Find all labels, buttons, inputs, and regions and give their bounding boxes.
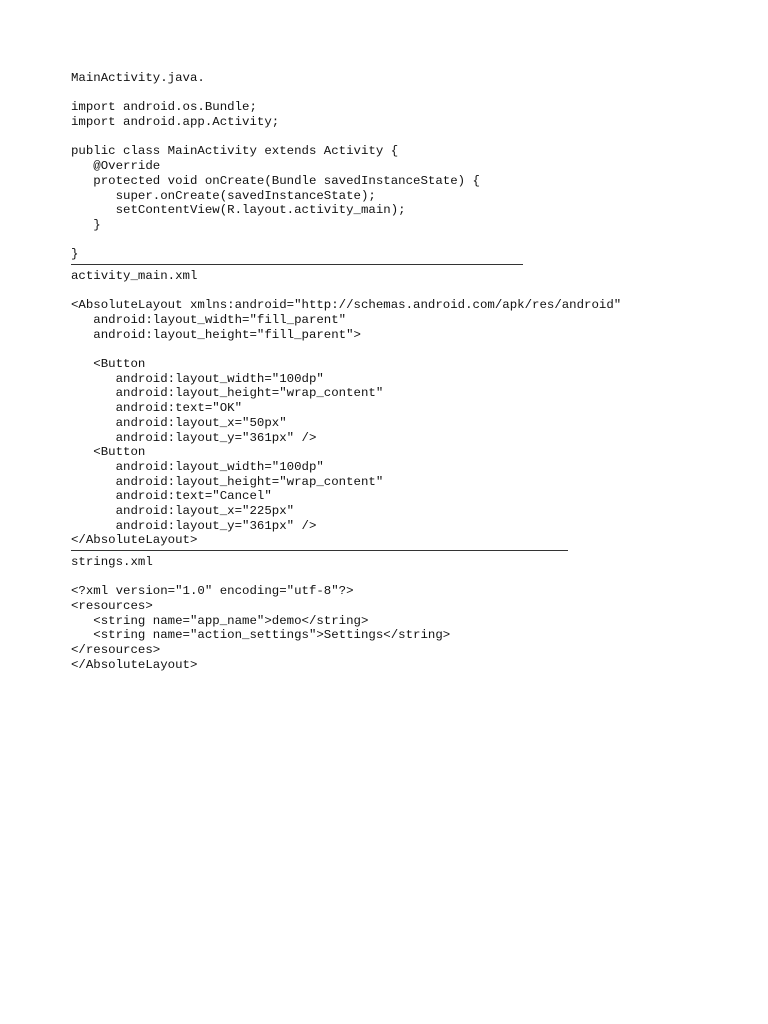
document-page [71, 71, 711, 673]
code-line: android:layout_height="fill_parent"> [71, 327, 361, 342]
code-line: setContentView(R.layout.activity_main); [71, 203, 406, 218]
code-line: </AbsoluteLayout> [71, 657, 198, 672]
section-divider [71, 550, 568, 551]
section-strings-xml [71, 555, 711, 673]
code-line: super.onCreate(savedInstanceState); [71, 188, 376, 203]
code-line: <AbsoluteLayout xmlns:android="http://schemas.android.com/apk/res/android" [71, 298, 622, 313]
code-block [71, 86, 711, 262]
code-line: android:layout_width="100dp" [71, 371, 324, 386]
section-title: strings.xml [71, 555, 153, 569]
code-line: android:layout_x="225px" [71, 503, 295, 518]
code-line: android:layout_x="50px" [71, 415, 287, 430]
code-line: <resources> [71, 599, 153, 614]
code-line: android:text="OK" [71, 401, 243, 416]
section-main-activity [71, 71, 711, 262]
code-line: import android.os.Bundle; [71, 100, 257, 115]
code-line: android:layout_height="wrap_content" [71, 474, 384, 489]
code-line: android:layout_y="361px" /> [71, 430, 317, 445]
code-line: <string name="action_settings">Settings</string> [71, 628, 451, 643]
section-divider [71, 264, 523, 265]
code-block [71, 284, 711, 548]
code-block [71, 570, 711, 673]
section-activity-main-xml [71, 269, 711, 548]
section-title: MainActivity.java. [71, 71, 205, 85]
code-line: } [71, 217, 101, 232]
code-line: <Button [71, 357, 146, 372]
code-line: android:layout_width="100dp" [71, 459, 324, 474]
code-line [71, 86, 711, 101]
code-line: } [71, 247, 79, 262]
code-line: public class MainActivity extends Activity { [71, 144, 399, 159]
code-line: android:layout_width="fill_parent" [71, 313, 347, 327]
code-line: <Button [71, 445, 146, 460]
code-line: <string name="app_name">demo</string> [71, 613, 369, 628]
code-line [71, 342, 711, 357]
code-line: @Override [71, 159, 161, 174]
code-line [71, 570, 711, 585]
code-line: protected void onCreate(Bundle savedInstanceState) { [71, 173, 480, 188]
code-line: import android.app.Activity; [71, 115, 280, 130]
code-line: android:layout_y="361px" /> [71, 518, 317, 533]
code-line [71, 284, 711, 299]
code-line: </AbsoluteLayout> [71, 533, 198, 548]
code-line [71, 130, 711, 145]
code-line [71, 233, 711, 248]
code-line: <?xml version="1.0" encoding="utf-8"?> [71, 584, 354, 599]
code-line: android:text="Cancel" [71, 489, 272, 504]
section-title: activity_main.xml [71, 268, 198, 283]
code-line: android:layout_height="wrap_content" [71, 386, 384, 401]
code-line: </resources> [71, 643, 161, 658]
